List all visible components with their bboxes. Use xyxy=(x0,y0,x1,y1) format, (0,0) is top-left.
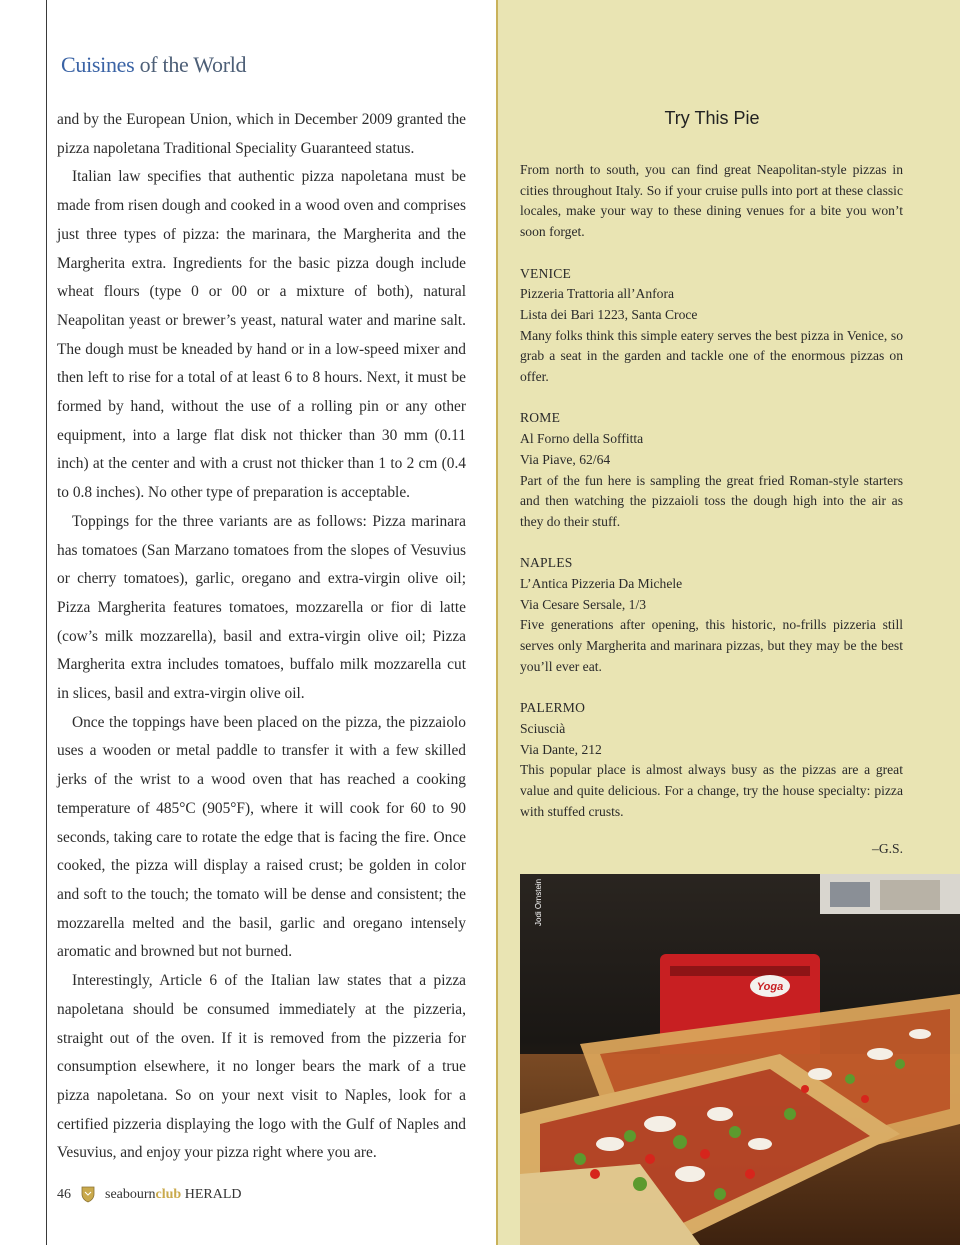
venue-naples xyxy=(520,553,903,677)
brand-seabourn: seabourn xyxy=(105,1186,156,1202)
photo-credit-text: Jodi Ornstein xyxy=(534,878,543,926)
venue-name: Al Forno della Soffitta xyxy=(520,431,644,447)
crest-icon xyxy=(81,1186,95,1203)
venue-name: Sciuscià xyxy=(520,720,566,736)
article-paragraph-2: Italian law specifies that authentic pizza napoletana must be made from risen dough and cooked in a wood oven and comprises just three types of pizza: the marinara, the Margherita and the Margherita extra. Ingredients for the basic pizza dough include wheat flours (type 0 or 00 or a mixture of both), natural Neapolitan yeast or brewer’s yeast, natural water and marine salt. The dough must be kneaded by hand or in a low-speed mixer and then left to rise for a total of at least 6 to 8 hours. Next, it must be formed by hand, without the use of a rolling pin or any other equipment, into a large flat disk not thicker than 30 mm (0.11 inch) at the center and with a crust not thicker than 1 to 2 cm (0.4 to 0.8 inches). No other type of preparation is acceptable. xyxy=(57,168,466,502)
sidebar-body xyxy=(520,160,903,822)
venue-rome xyxy=(520,408,903,532)
article-paragraph-4: Once the toppings have been placed on the pizza, the pizzaiolo uses a wooden or metal paddle to transfer it with a few skilled jerks of the wrist to a wood oven that has reached a cooking temperature of 485°C (905°F), where it will cook for 60 to 90 seconds, taking care to rotate the edge that is facing the fire. Once cooked, the pizza will display a raised crust; be golden in color and soft to the touch; the tomato will be dense and consistent; the mozzarella melted and the basil, garlic and oregano intensely aromatic and browned but not burned. xyxy=(57,713,466,961)
venue-name: L’Antica Pizzeria Da Michele xyxy=(520,576,683,592)
venue-description: Many folks think this simple eatery serves the best pizza in Venice, so grab a seat in the garden and tackle one of the enormous pizzas on offer. xyxy=(520,327,903,385)
section-title-rest: of the World xyxy=(134,52,247,77)
venue-address: Via Cesare Sersale, 1/3 xyxy=(520,596,647,612)
brand-herald: HERALD xyxy=(181,1186,242,1202)
pizza-photo xyxy=(520,874,960,1245)
venue-name: Pizzeria Trattoria all’Anfora xyxy=(520,286,675,302)
venue-city: PALERMO xyxy=(520,700,586,716)
sign-label: Yoga xyxy=(756,981,784,993)
publication-brand xyxy=(105,1187,242,1203)
page-number: 46 xyxy=(57,1186,71,1202)
sidebar-heading: Try This Pie xyxy=(664,108,760,128)
venue-description: This popular place is almost always busy as the pizzas are a great value and quite delicious. For a change, try the house specialty: pizza with stuffed crusts. xyxy=(520,762,903,819)
sidebar-divider xyxy=(496,0,498,1245)
venue-description: Five generations after opening, this historic, no-frills pizzeria still serves only Margherita and marinara pizzas, but they may be the best you’ll ever eat. xyxy=(520,617,903,674)
page-margin-rule xyxy=(46,0,47,1245)
venue-venice xyxy=(520,264,903,388)
article-paragraph-3: Toppings for the three variants are as follows: Pizza marinara has tomatoes (San Marzano tomatoes from the slopes of Vesuvius or cherry tomatoes), garlic, oregano and extra-virgin olive oil; Pizza Margherita features tomatoes, mozzarella or fior di latte (cow’s milk mozzarella), basil and extra-virgin olive oil; Pizza Margherita extra includes tomatoes, buffalo milk mozzarella cut in slices, basil and extra-virgin olive oil. xyxy=(57,512,466,703)
venue-palermo xyxy=(520,698,903,822)
venue-description: Part of the fun here is sampling the great fried Roman-style starters and then watching the pizzaioli toss the dough high into the air as they do their stuff. xyxy=(520,472,903,529)
article-paragraph-5: Interestingly, Article 6 of the Italian law states that a pizza napoletana should be consumed immediately at the pizzeria, straight out of the oven. If it is removed from the pizzeria for consumption elsewhere, it no longer bears the mark of a true pizza napoletana. So on your next visit to Naples, look for a certified pizzeria displaying the logo with the Gulf of Naples and Vesuvius, and enjoy your pizza right where you are. xyxy=(57,972,466,1162)
sidebar-signoff: –G.S. xyxy=(872,841,903,856)
article-paragraph-1: and by the European Union, which in December 2009 granted the pizza napoletana Traditional Speciality Guaranteed status. xyxy=(57,111,466,157)
venue-city: ROME xyxy=(520,410,561,426)
photo-credit xyxy=(524,878,543,928)
brand-club: club xyxy=(155,1186,182,1202)
venue-address: Via Piave, 62/64 xyxy=(520,451,611,467)
sidebar-intro: From north to south, you can find great Neapolitan-style pizzas in cities throughout Italy. So if your cruise pulls into port at these classic locales, make your way to these dining venues for a bite you won’t soon forget. xyxy=(520,162,903,240)
section-title xyxy=(61,52,246,78)
page-footer xyxy=(57,1186,242,1203)
venue-address: Via Dante, 212 xyxy=(520,741,602,757)
venue-city: VENICE xyxy=(520,265,572,281)
article-body xyxy=(57,106,466,1168)
section-title-accent: Cuisines xyxy=(61,52,135,77)
venue-address: Lista dei Bari 1223, Santa Croce xyxy=(520,306,698,322)
venue-city: NAPLES xyxy=(520,555,573,571)
